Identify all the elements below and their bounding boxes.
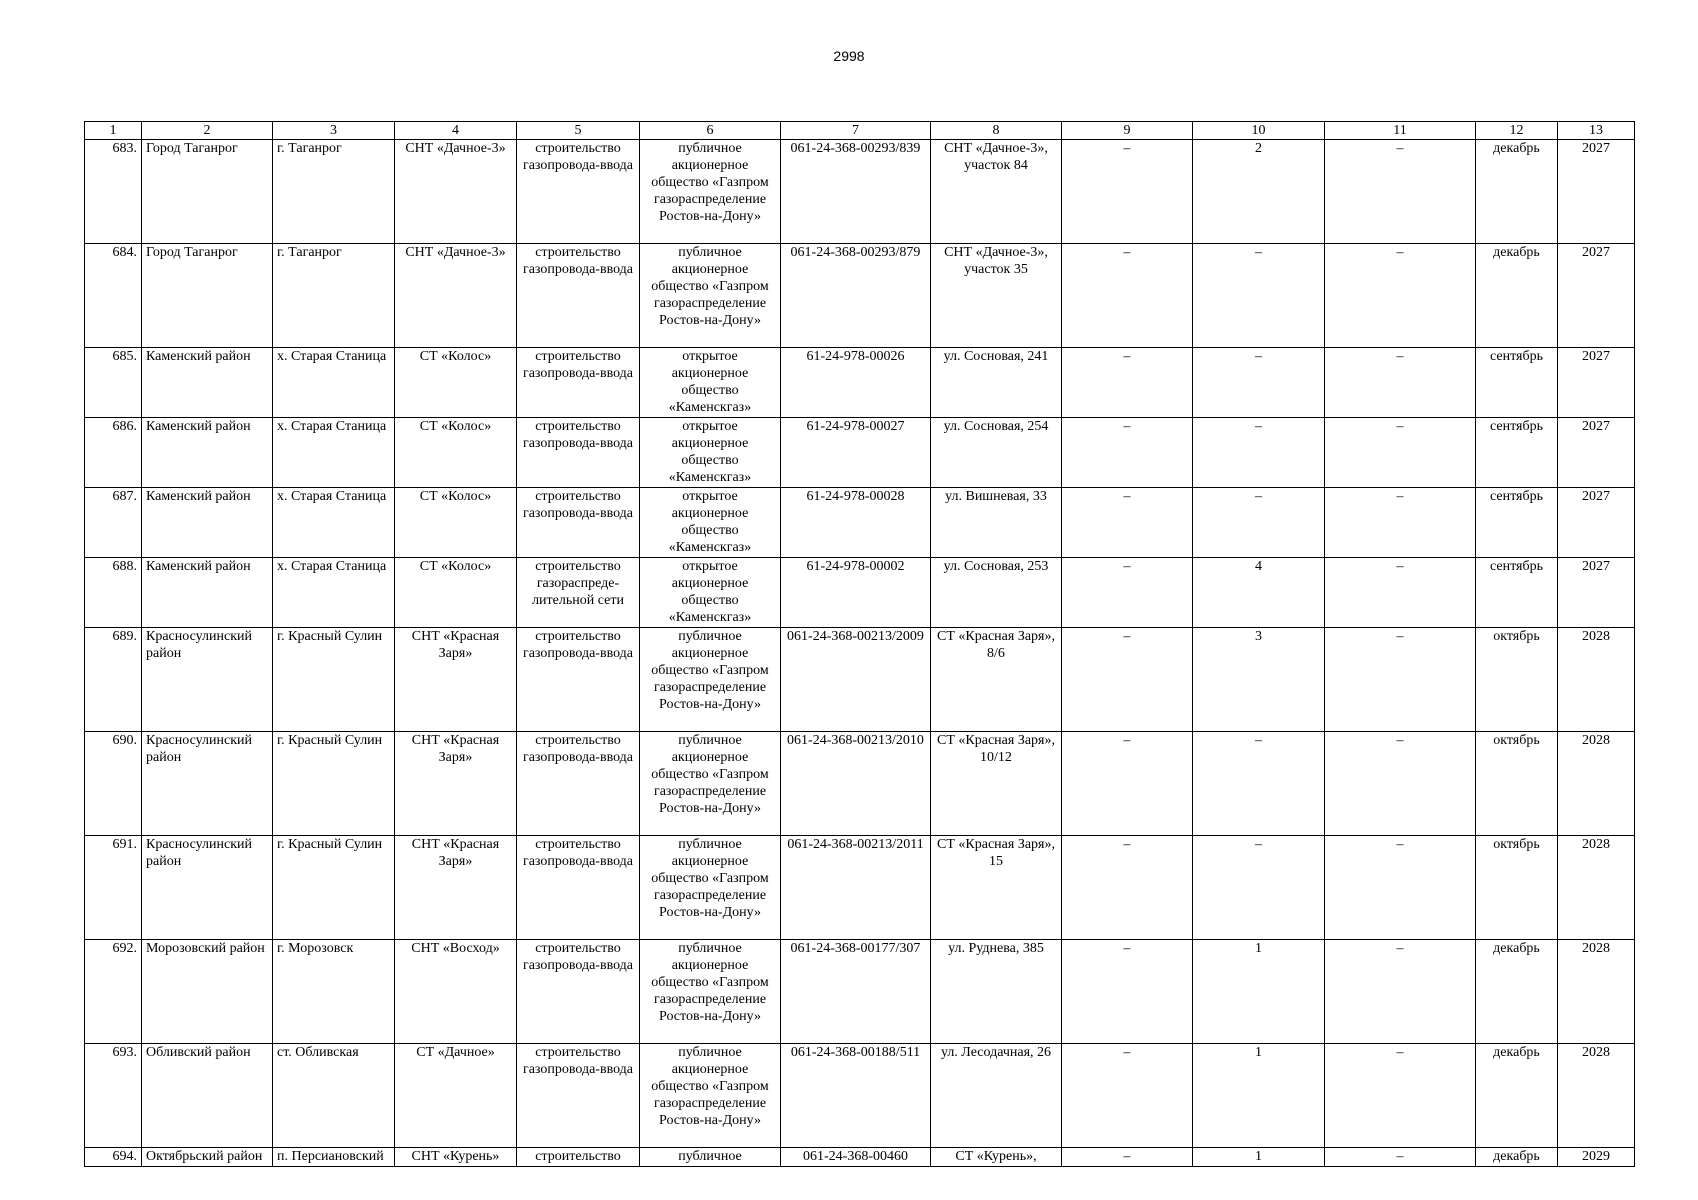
column-9-cell: –: [1062, 488, 1193, 558]
address-cell: СНТ «Дачное-3», участок 84: [931, 140, 1062, 244]
column-number-header: 5: [517, 122, 640, 140]
operator-cell: открытое акционерное общество «Каменскгаз»: [640, 348, 781, 418]
district-cell: Обливский район: [142, 1044, 273, 1148]
district-cell: Каменский район: [142, 488, 273, 558]
operator-cell: публичное акционерное общество «Газпром газораспределение Ростов-на-Дону»: [640, 940, 781, 1044]
locality-cell: х. Старая Станица: [273, 348, 395, 418]
column-10-cell: –: [1193, 732, 1325, 836]
operator-cell: публичное: [640, 1148, 781, 1167]
column-10-cell: 1: [1193, 940, 1325, 1044]
row-number-cell: 683.: [85, 140, 142, 244]
district-cell: Каменский район: [142, 418, 273, 488]
locality-cell: г. Красный Сулин: [273, 836, 395, 940]
month-cell: декабрь: [1476, 1044, 1558, 1148]
month-cell: октябрь: [1476, 836, 1558, 940]
year-cell: 2027: [1558, 488, 1635, 558]
column-9-cell: –: [1062, 244, 1193, 348]
column-10-cell: –: [1193, 836, 1325, 940]
code-cell: 061-24-368-00188/511: [781, 1044, 931, 1148]
column-number-header: 2: [142, 122, 273, 140]
column-number-header: 8: [931, 122, 1062, 140]
column-10-cell: 3: [1193, 628, 1325, 732]
table-row: [85, 940, 1635, 1044]
table-row: [85, 732, 1635, 836]
address-cell: СТ «Красная Заря», 15: [931, 836, 1062, 940]
year-cell: 2028: [1558, 732, 1635, 836]
month-cell: октябрь: [1476, 732, 1558, 836]
column-9-cell: –: [1062, 1044, 1193, 1148]
district-cell: Октябрьский район: [142, 1148, 273, 1167]
locality-cell: п. Персиановский: [273, 1148, 395, 1167]
code-cell: 61-24-978-00028: [781, 488, 931, 558]
column-11-cell: –: [1325, 732, 1476, 836]
code-cell: 61-24-978-00027: [781, 418, 931, 488]
locality-cell: г. Таганрог: [273, 244, 395, 348]
operator-cell: публичное акционерное общество «Газпром газораспределение Ростов-на-Дону»: [640, 732, 781, 836]
year-cell: 2027: [1558, 558, 1635, 628]
row-number-cell: 690.: [85, 732, 142, 836]
row-number-cell: 684.: [85, 244, 142, 348]
operator-cell: публичное акционерное общество «Газпром газораспределение Ростов-на-Дону»: [640, 628, 781, 732]
month-cell: декабрь: [1476, 940, 1558, 1044]
locality-cell: х. Старая Станица: [273, 418, 395, 488]
row-number-cell: 689.: [85, 628, 142, 732]
column-11-cell: –: [1325, 1044, 1476, 1148]
address-cell: ул. Лесодачная, 26: [931, 1044, 1062, 1148]
organization-cell: СТ «Колос»: [395, 558, 517, 628]
district-cell: Красносулинский район: [142, 836, 273, 940]
column-number-header: 4: [395, 122, 517, 140]
month-cell: сентябрь: [1476, 488, 1558, 558]
column-number-row: [85, 122, 1635, 140]
column-10-cell: 1: [1193, 1148, 1325, 1167]
organization-cell: СНТ «Дачное-3»: [395, 140, 517, 244]
column-10-cell: –: [1193, 488, 1325, 558]
table-row: [85, 418, 1635, 488]
code-cell: 061-24-368-00213/2009: [781, 628, 931, 732]
month-cell: сентябрь: [1476, 348, 1558, 418]
row-number-cell: 694.: [85, 1148, 142, 1167]
address-cell: ул. Сосновая, 241: [931, 348, 1062, 418]
work-type-cell: строительство газопровода-ввода: [517, 244, 640, 348]
operator-cell: публичное акционерное общество «Газпром газораспределение Ростов-на-Дону»: [640, 140, 781, 244]
column-10-cell: –: [1193, 348, 1325, 418]
code-cell: 061-24-368-00460: [781, 1148, 931, 1167]
organization-cell: СНТ «Дачное-3»: [395, 244, 517, 348]
month-cell: декабрь: [1476, 1148, 1558, 1167]
year-cell: 2028: [1558, 1044, 1635, 1148]
address-cell: СНТ «Дачное-3», участок 35: [931, 244, 1062, 348]
row-number-cell: 691.: [85, 836, 142, 940]
work-type-cell: строительство газопровода-ввода: [517, 488, 640, 558]
district-cell: Красносулинский район: [142, 628, 273, 732]
table-body: [85, 140, 1635, 1167]
column-9-cell: –: [1062, 348, 1193, 418]
locality-cell: г. Таганрог: [273, 140, 395, 244]
work-type-cell: строительство газопровода-ввода: [517, 348, 640, 418]
table-row: [85, 1044, 1635, 1148]
column-number-header: 12: [1476, 122, 1558, 140]
month-cell: сентябрь: [1476, 558, 1558, 628]
locality-cell: г. Красный Сулин: [273, 628, 395, 732]
column-number-header: 9: [1062, 122, 1193, 140]
year-cell: 2028: [1558, 940, 1635, 1044]
year-cell: 2029: [1558, 1148, 1635, 1167]
work-type-cell: строительство газопровода-ввода: [517, 1044, 640, 1148]
row-number-cell: 685.: [85, 348, 142, 418]
column-10-cell: 1: [1193, 1044, 1325, 1148]
code-cell: 061-24-368-00213/2011: [781, 836, 931, 940]
year-cell: 2027: [1558, 348, 1635, 418]
code-cell: 061-24-368-00177/307: [781, 940, 931, 1044]
table-row: [85, 244, 1635, 348]
column-11-cell: –: [1325, 940, 1476, 1044]
column-9-cell: –: [1062, 558, 1193, 628]
table-row: [85, 628, 1635, 732]
column-number-header: 3: [273, 122, 395, 140]
code-cell: 061-24-368-00293/879: [781, 244, 931, 348]
work-type-cell: строительство газопровода-ввода: [517, 140, 640, 244]
table-row: [85, 348, 1635, 418]
address-cell: ул. Сосновая, 253: [931, 558, 1062, 628]
operator-cell: открытое акционерное общество «Каменскгаз»: [640, 488, 781, 558]
column-number-header: 1: [85, 122, 142, 140]
column-11-cell: –: [1325, 244, 1476, 348]
column-10-cell: –: [1193, 244, 1325, 348]
row-number-cell: 688.: [85, 558, 142, 628]
year-cell: 2027: [1558, 418, 1635, 488]
work-type-cell: строительство газопровода-ввода: [517, 732, 640, 836]
column-11-cell: –: [1325, 348, 1476, 418]
row-number-cell: 686.: [85, 418, 142, 488]
code-cell: 061-24-368-00213/2010: [781, 732, 931, 836]
address-cell: ул. Вишневая, 33: [931, 488, 1062, 558]
month-cell: октябрь: [1476, 628, 1558, 732]
code-cell: 61-24-978-00026: [781, 348, 931, 418]
row-number-cell: 692.: [85, 940, 142, 1044]
organization-cell: СТ «Колос»: [395, 418, 517, 488]
year-cell: 2028: [1558, 836, 1635, 940]
work-type-cell: строительство газопровода-ввода: [517, 418, 640, 488]
district-cell: Красносулинский район: [142, 732, 273, 836]
address-cell: СТ «Красная Заря», 8/6: [931, 628, 1062, 732]
column-11-cell: –: [1325, 836, 1476, 940]
address-cell: ул. Руднева, 385: [931, 940, 1062, 1044]
column-9-cell: –: [1062, 1148, 1193, 1167]
page-number: 2998: [833, 48, 865, 64]
column-number-header: 10: [1193, 122, 1325, 140]
organization-cell: СНТ «Красная Заря»: [395, 628, 517, 732]
operator-cell: публичное акционерное общество «Газпром газораспределение Ростов-на-Дону»: [640, 836, 781, 940]
code-cell: 061-24-368-00293/839: [781, 140, 931, 244]
locality-cell: г. Морозовск: [273, 940, 395, 1044]
locality-cell: г. Красный Сулин: [273, 732, 395, 836]
column-10-cell: 4: [1193, 558, 1325, 628]
column-9-cell: –: [1062, 732, 1193, 836]
organization-cell: СНТ «Курень»: [395, 1148, 517, 1167]
address-cell: СТ «Курень»,: [931, 1148, 1062, 1167]
column-9-cell: –: [1062, 628, 1193, 732]
code-cell: 61-24-978-00002: [781, 558, 931, 628]
district-cell: Каменский район: [142, 558, 273, 628]
column-11-cell: –: [1325, 558, 1476, 628]
year-cell: 2028: [1558, 628, 1635, 732]
column-9-cell: –: [1062, 418, 1193, 488]
organization-cell: СТ «Колос»: [395, 488, 517, 558]
column-11-cell: –: [1325, 488, 1476, 558]
column-9-cell: –: [1062, 836, 1193, 940]
organization-cell: СТ «Дачное»: [395, 1044, 517, 1148]
operator-cell: открытое акционерное общество «Каменскгаз»: [640, 418, 781, 488]
column-10-cell: –: [1193, 418, 1325, 488]
table-row: [85, 140, 1635, 244]
organization-cell: СНТ «Красная Заря»: [395, 732, 517, 836]
year-cell: 2027: [1558, 244, 1635, 348]
month-cell: декабрь: [1476, 140, 1558, 244]
column-11-cell: –: [1325, 628, 1476, 732]
address-cell: ул. Сосновая, 254: [931, 418, 1062, 488]
locality-cell: ст. Обливская: [273, 1044, 395, 1148]
column-number-header: 13: [1558, 122, 1635, 140]
address-cell: СТ «Красная Заря», 10/12: [931, 732, 1062, 836]
work-type-cell: строительство газораспреде-лительной сети: [517, 558, 640, 628]
work-type-cell: строительство газопровода-ввода: [517, 940, 640, 1044]
district-cell: Каменский район: [142, 348, 273, 418]
table-row: [85, 1148, 1635, 1167]
organization-cell: СТ «Колос»: [395, 348, 517, 418]
locality-cell: х. Старая Станица: [273, 558, 395, 628]
district-cell: Город Таганрог: [142, 140, 273, 244]
column-number-header: 6: [640, 122, 781, 140]
table-row: [85, 488, 1635, 558]
organization-cell: СНТ «Восход»: [395, 940, 517, 1044]
operator-cell: публичное акционерное общество «Газпром газораспределение Ростов-на-Дону»: [640, 244, 781, 348]
column-11-cell: –: [1325, 140, 1476, 244]
district-cell: Город Таганрог: [142, 244, 273, 348]
work-type-cell: строительство газопровода-ввода: [517, 628, 640, 732]
district-cell: Морозовский район: [142, 940, 273, 1044]
operator-cell: публичное акционерное общество «Газпром газораспределение Ростов-на-Дону»: [640, 1044, 781, 1148]
table-row: [85, 836, 1635, 940]
operator-cell: открытое акционерное общество «Каменскгаз»: [640, 558, 781, 628]
locality-cell: х. Старая Станица: [273, 488, 395, 558]
table-row: [85, 558, 1635, 628]
column-9-cell: –: [1062, 940, 1193, 1044]
column-number-header: 7: [781, 122, 931, 140]
column-number-header: 11: [1325, 122, 1476, 140]
month-cell: декабрь: [1476, 244, 1558, 348]
row-number-cell: 693.: [85, 1044, 142, 1148]
column-11-cell: –: [1325, 418, 1476, 488]
column-11-cell: –: [1325, 1148, 1476, 1167]
registry-table: [84, 121, 1635, 1167]
work-type-cell: строительство: [517, 1148, 640, 1167]
work-type-cell: строительство газопровода-ввода: [517, 836, 640, 940]
organization-cell: СНТ «Красная Заря»: [395, 836, 517, 940]
row-number-cell: 687.: [85, 488, 142, 558]
column-10-cell: 2: [1193, 140, 1325, 244]
month-cell: сентябрь: [1476, 418, 1558, 488]
year-cell: 2027: [1558, 140, 1635, 244]
column-9-cell: –: [1062, 140, 1193, 244]
